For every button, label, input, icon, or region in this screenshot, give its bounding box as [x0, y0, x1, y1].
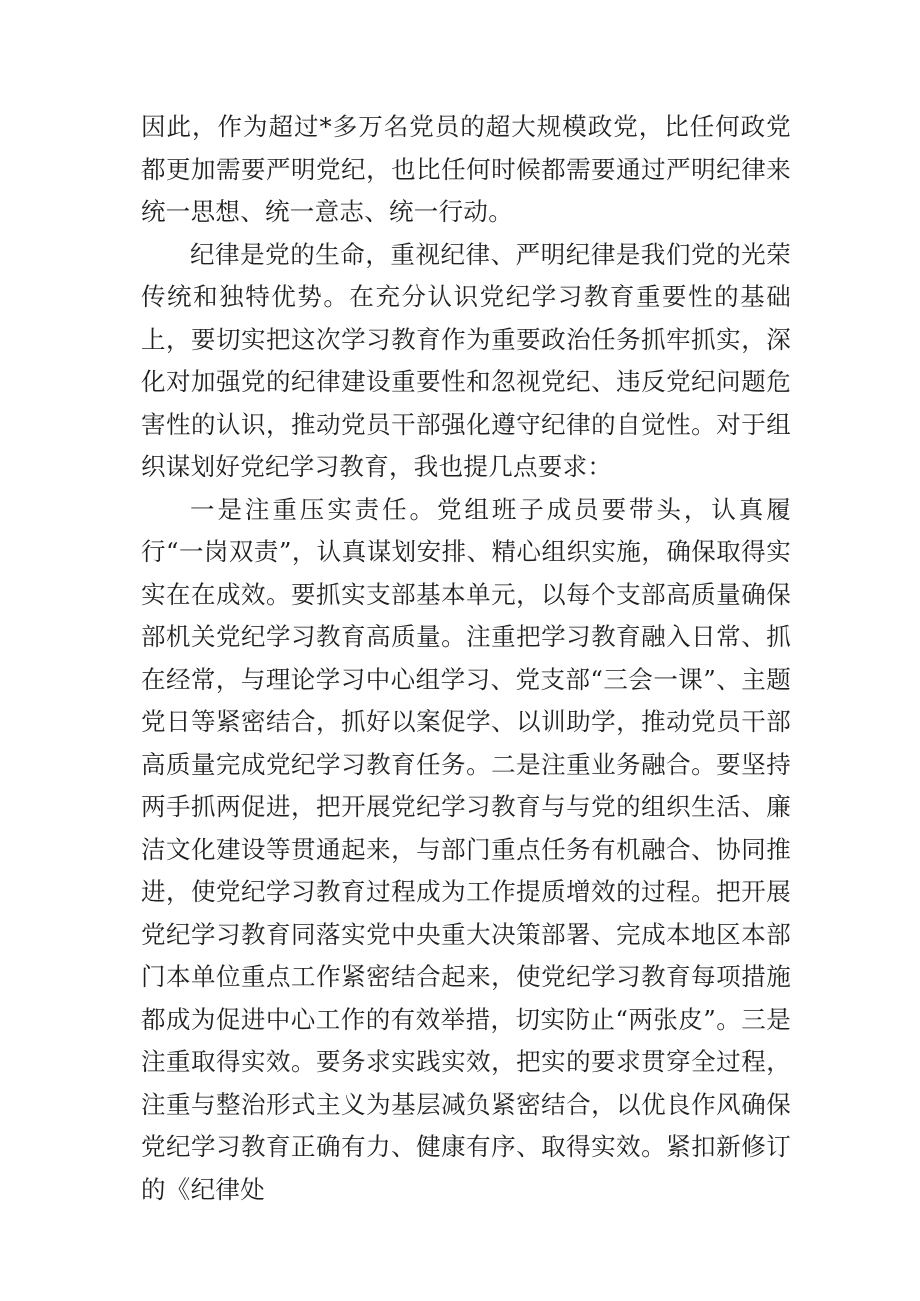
paragraph-1: 因此，作为超过*多万名党员的超大规模政党，比任何政党都更加需要严明党纪，也比任何时候都需要通过严明纪律来统一思想、统一意志、统一行动。 [141, 112, 791, 226]
paragraph-3: 一是注重压实责任。党组班子成员要带头，认真履行“一岗双责”，认真谋划安排、精心组织实施，确保取得实实在在成效。要抓实支部基本单元，以每个支部高质量确保部机关党纪学习教育高质量。注重把学习教育融入日常、抓在经常，与理论学习中心组学习、党支部“三会一课”、主题党日等紧密结合，抓好以案促学、以训助学，推动党员干部高质量完成党纪学习教育任务。二是注重业务融合。要坚持两手抓两促进，把开展党纪学习教育与与党的组织生活、廉洁文化建设等贯通起来，与部门重点任务有机融合、协同推进，使党纪学习教育过程成为工作提质增效的过程。把开展党纪学习教育同落实党中央重大决策部署、完成本地区本部门本单位重点工作紧密结合起来，使党纪学习教育每项措施都成为促进中心工作的有效举措，切实防止“两张皮”。三是注重取得实效。要务求实践实效，把实的要求贯穿全过程，注重与整治形式主义为基层减负紧密结合，以优良作风确保党纪学习教育正确有力、健康有序、取得实效。紧扣新修订的《纪律处 [141, 494, 791, 1204]
paragraph-2: 纪律是党的生命，重视纪律、严明纪律是我们党的光荣传统和独特优势。在充分认识党纪学习教育重要性的基础上，要切实把这次学习教育作为重要政治任务抓牢抓实，深化对加强党的纪律建设重要性和忽视党纪、违反党纪问题危害性的认识，推动党员干部强化遵守纪律的自觉性。对于组织谋划好党纪学习教育，我也提几点要求： [141, 239, 791, 481]
document-body [141, 106, 791, 1211]
